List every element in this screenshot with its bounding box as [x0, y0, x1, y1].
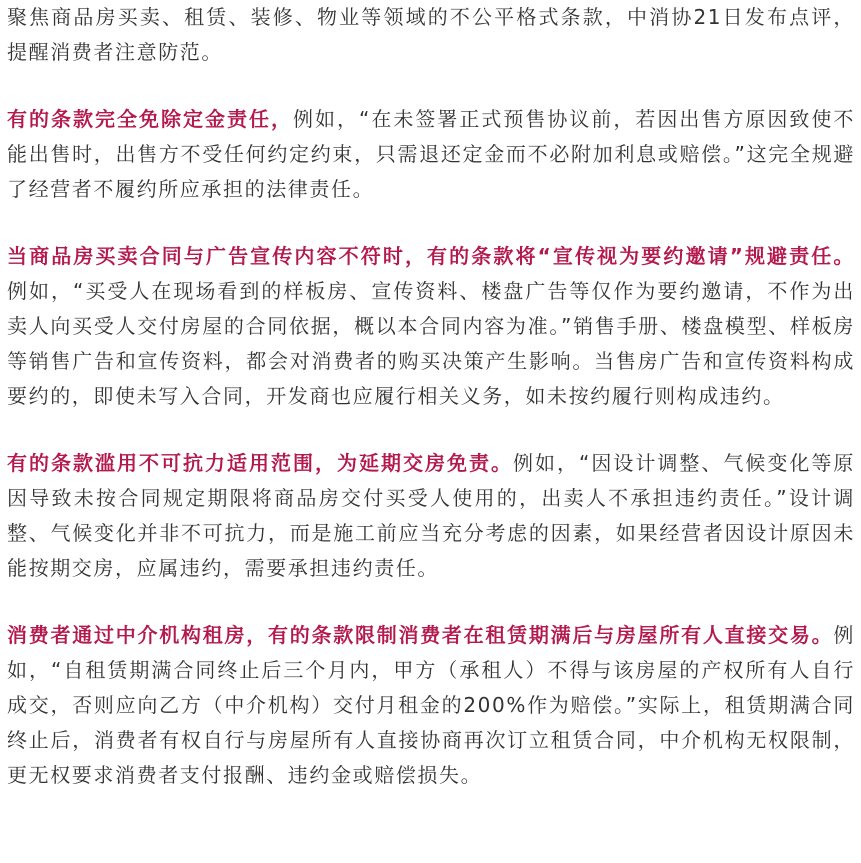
clause-body-advertising: 例如，“买受人在现场看到的样板房、宣传资料、楼盘广告等仅作为要约邀请，不作为出卖人向买受人交付房屋的合同依据，概以本合同内容为准。”销售手册、楼盘模型、样板房等销售广告和宣传资料，都会对消费者的购买决策产生影响。当售房广告和宣传资料构成要约的，即使未写入合同，开发商也应履行相关义务，如未按约履行则构成违约。 [7, 279, 855, 408]
clause-lead-rental-agency: 消费者通过中介机构租房，有的条款限制消费者在租赁期满后与房屋所有人直接交易。 [7, 623, 834, 647]
clause-paragraph-rental-agency [7, 618, 855, 793]
clause-lead-deposit: 有的条款完全免除定金责任， [7, 107, 294, 131]
clause-body-deposit: 例如，“在未签署正式预售协议前，若因出售方原因致使不能出售时，出售方不受任何约定约束，只需退还定金而不必附加利息或赔偿。”这完全规避了经营者不履约所应承担的法律责任。 [7, 107, 855, 201]
intro-text: 聚焦商品房买卖、租赁、装修、物业等领域的不公平格式条款，中消协21日发布点评，提醒消费者注意防范。 [7, 5, 855, 64]
clause-body-rental-agency: 例如，“自租赁期满合同终止后三个月内，甲方（承租人）不得与该房屋的产权所有人自行成交，否则应向乙方（中介机构）交付月租金的200%作为赔偿。”实际上，租赁期满合同终止后，消费者有权自行与房屋所有人直接协商再次订立租赁合同，中介机构无权限制，更无权要求消费者支付报酬、违约金或赔偿损失。 [7, 623, 855, 787]
article-body [7, 0, 855, 825]
clause-paragraph-advertising [7, 239, 855, 414]
clause-lead-advertising: 当商品房买卖合同与广告宣传内容不符时，有的条款将“宣传视为要约邀请”规避责任。 [7, 244, 855, 268]
clause-body-force-majeure: 例如，“因设计调整、气候变化等原因导致未按合同规定期限将商品房交付买受人使用的，出卖人不承担违约责任。”设计调整、气候变化并非不可抗力，而是施工前应当充分考虑的因素，如果经营者因设计原因未能按期交房，应属违约，需要承担违约责任。 [7, 451, 855, 580]
intro-paragraph [7, 0, 855, 70]
clause-paragraph-force-majeure [7, 446, 855, 586]
clause-paragraph-deposit [7, 102, 855, 207]
clause-lead-force-majeure: 有的条款滥用不可抗力适用范围，为延期交房免责。 [7, 451, 514, 475]
